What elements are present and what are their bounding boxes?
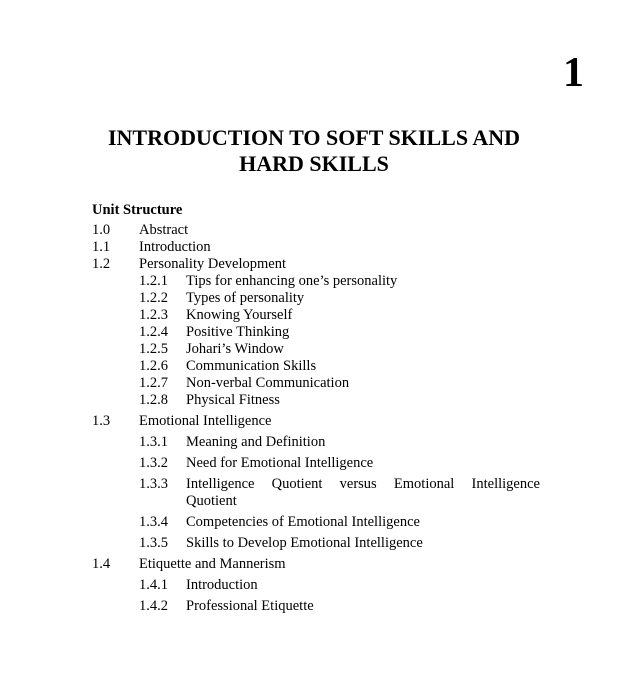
- toc-label: Introduction: [186, 577, 258, 593]
- toc-number: 1.2.7: [139, 375, 168, 391]
- toc-number: 1.3.5: [139, 535, 168, 551]
- toc-label: Introduction: [139, 239, 211, 255]
- toc-number: 1.2.6: [139, 358, 168, 374]
- toc-label: Etiquette and Mannerism: [139, 556, 286, 572]
- toc-label-continued: Quotient: [186, 493, 237, 509]
- toc-label: Skills to Develop Emotional Intelligence: [186, 535, 423, 551]
- toc-label: Tips for enhancing one’s personality: [186, 273, 398, 289]
- toc-number: 1.4: [92, 556, 111, 572]
- toc-number: 1.2.3: [139, 307, 168, 323]
- toc-label: Communication Skills: [186, 358, 317, 374]
- toc-label: Meaning and Definition: [186, 434, 326, 450]
- toc-label: Non-verbal Communication: [186, 375, 350, 391]
- toc-number: 1.3: [92, 413, 111, 429]
- toc-number: 1.3.1: [139, 434, 168, 450]
- toc-label: Abstract: [139, 222, 189, 238]
- toc-number: 1.4.1: [139, 577, 168, 593]
- chapter-number: 1: [563, 50, 584, 96]
- toc-label: Types of personality: [186, 290, 305, 306]
- toc-label: Competencies of Emotional Intelligence: [186, 514, 420, 530]
- toc-label: Physical Fitness: [186, 392, 280, 408]
- toc-number: 1.2.4: [139, 324, 168, 340]
- toc-number: 1.4.2: [139, 598, 168, 614]
- toc-label: Positive Thinking: [186, 324, 290, 340]
- unit-structure-heading: Unit Structure: [92, 202, 183, 218]
- toc-label: Personality Development: [139, 256, 286, 272]
- toc-number: 1.0: [92, 222, 111, 238]
- toc-label: Professional Etiquette: [186, 598, 314, 614]
- toc-label: Knowing Yourself: [186, 307, 293, 323]
- toc-number: 1.3.3: [139, 476, 168, 492]
- toc-number: 1.2.5: [139, 341, 168, 357]
- chapter-title: [0, 125, 628, 177]
- toc-number: 1.2: [92, 256, 111, 272]
- toc-number: 1.3.2: [139, 455, 168, 471]
- toc-label: Intelligence Quotient versus Emotional Intelligence: [186, 476, 540, 492]
- toc-number: 1.2.8: [139, 392, 168, 408]
- toc-number: 1.1: [92, 239, 111, 255]
- toc-number: 1.2.2: [139, 290, 168, 306]
- toc-number: 1.2.1: [139, 273, 168, 289]
- chapter-title-line-2: HARD SKILLS: [239, 151, 389, 176]
- chapter-title-line-1: INTRODUCTION TO SOFT SKILLS AND: [107, 125, 521, 150]
- toc-label: Emotional Intelligence: [139, 413, 272, 429]
- toc-label: Need for Emotional Intelligence: [186, 455, 374, 471]
- toc-label: Johari’s Window: [186, 341, 284, 357]
- toc-number: 1.3.4: [139, 514, 168, 530]
